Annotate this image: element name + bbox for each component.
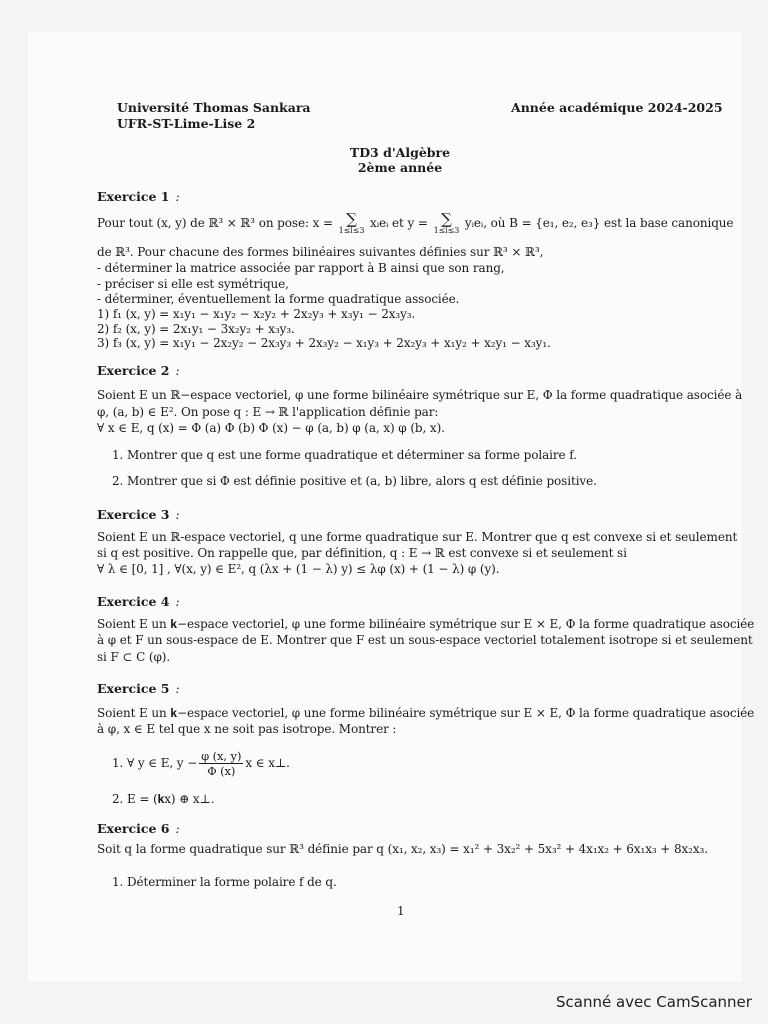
exercise-5-line1: Soient E un 𝐤−espace vectoriel, φ une forme bilinéaire symétrique sur E × E, Φ la forme quadratique asociée bbox=[97, 706, 755, 720]
academic-year: Année académique 2024-2025 bbox=[511, 100, 723, 115]
exercise-2-line3: ∀ x ∈ E, q (x) = Φ (a) Φ (b) Φ (x) − φ (a, b) φ (a, x) φ (b, x). bbox=[97, 421, 445, 435]
doc-subtitle: 2ème année bbox=[357, 160, 443, 175]
fraction: $\frac{\varphi (x, y)}{\Phi (x)}$ bbox=[201, 749, 242, 778]
exercise-2-line1: Soient E un ℝ−espace vectoriel, φ une forme bilinéaire symétrique sur E, Φ la forme quadratique asociée à bbox=[97, 388, 743, 402]
exercise-1-heading: Exercice 1 : bbox=[97, 189, 180, 204]
exercise-1-intro: Pour tout (x, y) de ℝ³ × ℝ³ on pose: x = ∑ 1≤i≤3 xᵢeᵢ et y = ∑ 1≤i≤3 yᵢeᵢ, où B = {e₁, e₂, e₃} est la base canonique bbox=[97, 210, 734, 235]
exercise-2-item1: 1. Montrer que q est une forme quadratique et déterminer sa forme polaire f. bbox=[112, 448, 577, 462]
sum-symbol-x: ∑ 1≤i≤3 bbox=[338, 210, 365, 235]
exercise-5-heading: Exercice 5 : bbox=[97, 681, 180, 696]
camscanner-watermark: Scanné avec CamScanner bbox=[556, 993, 752, 1011]
exercise-6-heading: Exercice 6 : bbox=[97, 821, 180, 836]
exercise-1-f2: 2) f₂ (x, y) = 2x₁y₁ − 3x₂y₂ + x₃y₃. bbox=[97, 322, 295, 336]
exercise-1-f1: 1) f₁ (x, y) = x₁y₁ − x₁y₂ − x₂y₂ + 2x₂y₃ + x₃y₁ − 2x₃y₃. bbox=[97, 307, 416, 321]
exercise-1-bullet1: - déterminer la matrice associée par rapport à B ainsi que son rang, bbox=[97, 261, 505, 275]
exercise-6-line1: Soit q la forme quadratique sur ℝ³ définie par q (x₁, x₂, x₃) = x₁² + 3x₂² + 5x₃² + 4x₁x₂ + 6x₁x₃ + 8x₂x₃. bbox=[97, 842, 708, 856]
ufr-name: UFR-ST-Lime-Lise 2 bbox=[117, 116, 256, 131]
exercise-3-heading: Exercice 3 : bbox=[97, 507, 180, 522]
exercise-5-line2: à φ, x ∈ E tel que x ne soit pas isotrope. Montrer : bbox=[97, 722, 397, 736]
sum-symbol-y: ∑ 1≤i≤3 bbox=[433, 210, 460, 235]
exercise-4-line3: si F ⊂ C (φ). bbox=[97, 650, 171, 664]
doc-title: TD3 d'Algèbre bbox=[349, 145, 451, 160]
exercise-5-item1: 1. ∀ y ∈ E, y − $\frac{\varphi (x, y)}{\Phi (x)}$ x ∈ x⊥. bbox=[112, 749, 290, 778]
university-name: Université Thomas Sankara bbox=[117, 100, 311, 115]
exercise-2-heading: Exercice 2 : bbox=[97, 363, 180, 378]
exercise-1-f3: 3) f₃ (x, y) = x₁y₁ − 2x₂y₂ − 2x₃y₃ + 2x₃y₂ − x₁y₃ + 2x₂y₃ + x₁y₂ + x₂y₁ − x₃y₁. bbox=[97, 336, 551, 350]
exercise-4-heading: Exercice 4 : bbox=[97, 594, 180, 609]
exercise-3-line2: si q est positive. On rappelle que, par définition, q : E → ℝ est convexe si et seulement si bbox=[97, 546, 627, 560]
exercise-3-line3: ∀ λ ∈ [0, 1] , ∀(x, y) ∈ E², q (λx + (1 − λ) y) ≤ λφ (x) + (1 − λ) φ (y). bbox=[97, 562, 500, 576]
page-number: 1 bbox=[397, 904, 405, 918]
exercise-2-item2: 2. Montrer que si Φ est définie positive et (a, b) libre, alors q est définie positive. bbox=[112, 474, 597, 488]
exercise-4-line2: à φ et F un sous-espace de E. Montrer que F est un sous-espace vectoriel totalement isotrope si et seulement bbox=[97, 633, 753, 647]
exercise-6-item1: 1. Déterminer la forme polaire f de q. bbox=[112, 875, 337, 889]
exercise-1-bullet2: - préciser si elle est symétrique, bbox=[97, 277, 289, 291]
exercise-1-line2: de ℝ³. Pour chacune des formes bilinéaires suivantes définies sur ℝ³ × ℝ³, bbox=[97, 245, 544, 259]
exercise-1-bullet3: - déterminer, éventuellement la forme quadratique associée. bbox=[97, 292, 460, 306]
exercise-3-line1: Soient E un ℝ-espace vectoriel, q une forme quadratique sur E. Montrer que q est convexe si et seulement bbox=[97, 530, 738, 544]
exercise-5-item2: 2. E = (𝐤x) ⊕ x⊥. bbox=[112, 792, 215, 806]
exercise-2-line2: φ, (a, b) ∈ E². On pose q : E → ℝ l'application définie par: bbox=[97, 405, 439, 419]
exercise-4-line1: Soient E un 𝐤−espace vectoriel, φ une forme bilinéaire symétrique sur E × E, Φ la forme quadratique asociée bbox=[97, 617, 755, 631]
